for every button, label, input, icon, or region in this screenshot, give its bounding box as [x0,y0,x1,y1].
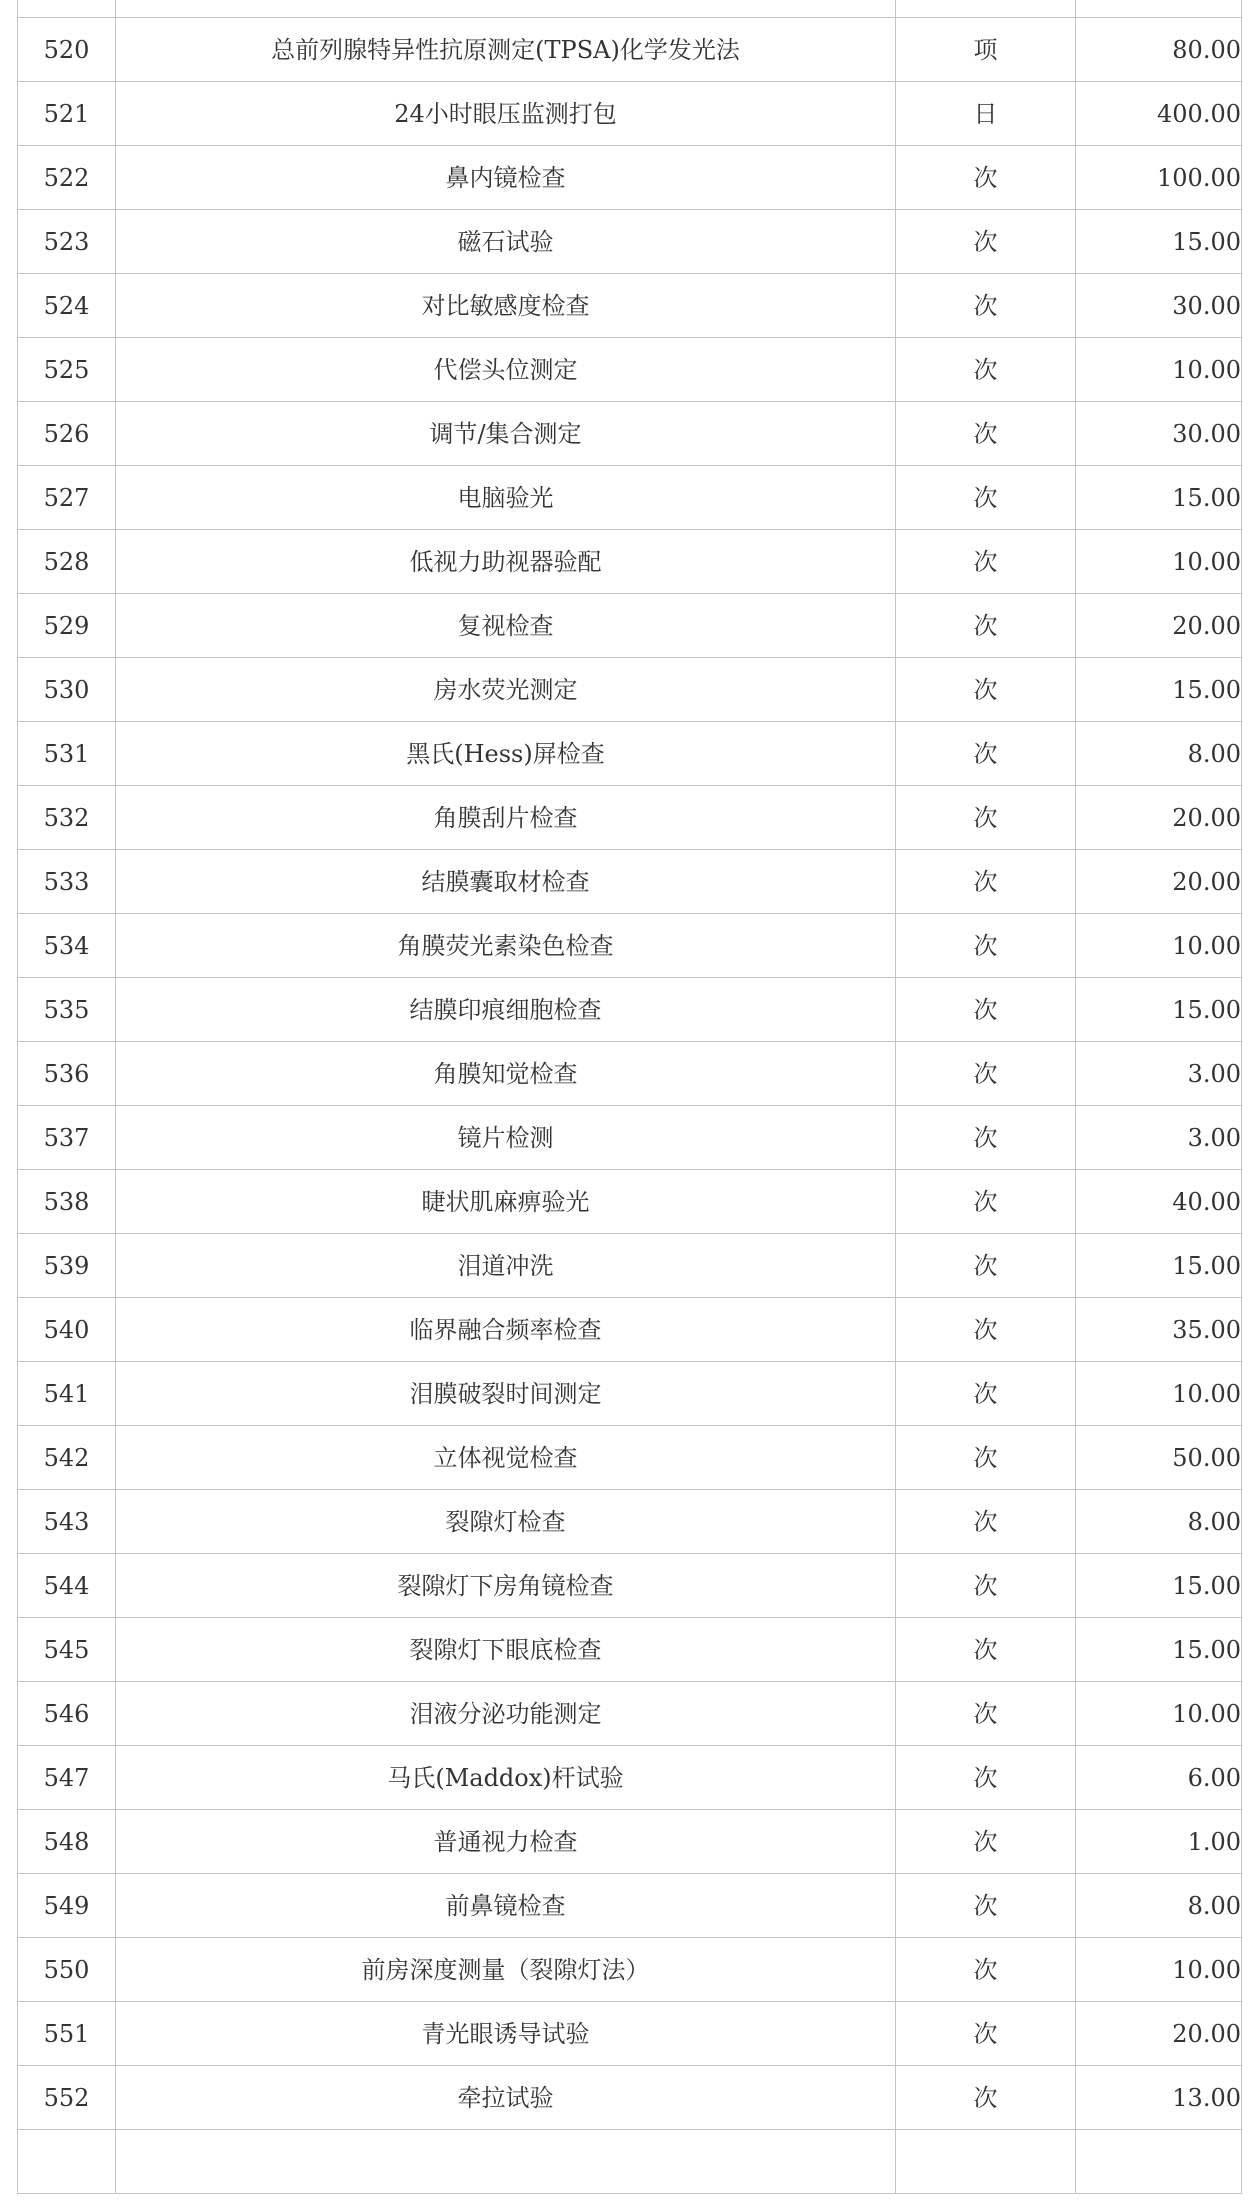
price-table [17,0,1242,2194]
cell-unit: 次 [896,1298,1076,1362]
table-row [18,1234,1242,1298]
table-row [18,658,1242,722]
cell-price: 8.00 [1076,1490,1242,1554]
cell-name: 鼻内镜检查 [116,146,896,210]
cell-price [1076,2130,1242,2194]
table-row [18,1042,1242,1106]
table-row [18,338,1242,402]
table-row [18,82,1242,146]
cell-no: 544 [18,1554,116,1618]
cell-no: 549 [18,1874,116,1938]
cell-name: 黑氏(Hess)屏检查 [116,722,896,786]
cell-price: 10.00 [1076,1362,1242,1426]
cell-name: 角膜刮片检查 [116,786,896,850]
cell-name: 房水荧光测定 [116,658,896,722]
cell-price: 3.00 [1076,1042,1242,1106]
cell-name: 低视力助视器验配 [116,530,896,594]
cell-unit: 次 [896,594,1076,658]
table-row [18,1298,1242,1362]
table-row [18,1682,1242,1746]
cell-unit: 次 [896,2066,1076,2130]
cell-no: 548 [18,1810,116,1874]
cell-unit: 次 [896,1746,1076,1810]
cell-unit: 次 [896,1042,1076,1106]
cell-price: 30.00 [1076,402,1242,466]
cell-price: 13.00 [1076,2066,1242,2130]
cell-price: 10.00 [1076,338,1242,402]
cell-no [18,2130,116,2194]
cell-unit: 次 [896,2002,1076,2066]
cell-unit: 次 [896,658,1076,722]
cell-no: 529 [18,594,116,658]
cell-no: 542 [18,1426,116,1490]
cell-unit: 次 [896,1682,1076,1746]
cell-unit: 次 [896,210,1076,274]
cell-name: 对比敏感度检查 [116,274,896,338]
cell-unit: 项 [896,18,1076,82]
cell-unit: 次 [896,1874,1076,1938]
table-row [18,850,1242,914]
cell-no: 540 [18,1298,116,1362]
price-table-container [17,0,1241,2194]
cell-name: 前鼻镜检查 [116,1874,896,1938]
cell-price: 3.00 [1076,1106,1242,1170]
cell-name: 泪液分泌功能测定 [116,1682,896,1746]
cell-name: 立体视觉检查 [116,1426,896,1490]
cell-no: 531 [18,722,116,786]
cell-price: 15.00 [1076,658,1242,722]
cell-price: 20.00 [1076,594,1242,658]
cell-price: 6.00 [1076,1746,1242,1810]
table-row [18,1618,1242,1682]
cell-unit: 次 [896,1234,1076,1298]
cell-name: 普通视力检查 [116,1810,896,1874]
table-row [18,2130,1242,2194]
cell-name: 磁石试验 [116,210,896,274]
cell-name: 调节/集合测定 [116,402,896,466]
cell-price: 1.00 [1076,1810,1242,1874]
cell-no: 538 [18,1170,116,1234]
cell-unit: 次 [896,1106,1076,1170]
cell-unit: 次 [896,274,1076,338]
table-body [18,0,1242,2194]
cell-name: 镜片检测 [116,1106,896,1170]
cell-unit [896,2130,1076,2194]
cell-name [116,0,896,18]
cell-name: 牵拉试验 [116,2066,896,2130]
cell-no: 534 [18,914,116,978]
cell-name: 泪道冲洗 [116,1234,896,1298]
cell-no: 528 [18,530,116,594]
cell-unit: 次 [896,1618,1076,1682]
cell-name: 结膜印痕细胞检查 [116,978,896,1042]
cell-name [116,2130,896,2194]
cell-price: 30.00 [1076,274,1242,338]
cell-no: 524 [18,274,116,338]
cell-price: 40.00 [1076,1170,1242,1234]
cell-price: 80.00 [1076,18,1242,82]
cell-unit: 次 [896,1554,1076,1618]
cell-name: 裂隙灯下房角镜检查 [116,1554,896,1618]
cell-unit: 次 [896,402,1076,466]
cell-no: 533 [18,850,116,914]
cell-no: 546 [18,1682,116,1746]
cell-price: 400.00 [1076,82,1242,146]
cell-unit [896,0,1076,18]
cell-no: 523 [18,210,116,274]
table-row [18,722,1242,786]
cell-no: 535 [18,978,116,1042]
cell-price: 20.00 [1076,2002,1242,2066]
cell-no: 552 [18,2066,116,2130]
cell-price: 15.00 [1076,978,1242,1042]
table-row [18,1554,1242,1618]
cell-name: 代偿头位测定 [116,338,896,402]
table-row [18,1362,1242,1426]
cell-no [18,0,116,18]
cell-price: 8.00 [1076,722,1242,786]
cell-unit: 次 [896,466,1076,530]
cell-price: 10.00 [1076,914,1242,978]
table-row [18,1938,1242,2002]
table-row [18,0,1242,18]
table-row [18,594,1242,658]
cell-no: 545 [18,1618,116,1682]
table-row [18,2066,1242,2130]
cell-price: 15.00 [1076,1618,1242,1682]
cell-no: 526 [18,402,116,466]
cell-unit: 次 [896,530,1076,594]
cell-price: 20.00 [1076,850,1242,914]
cell-no: 539 [18,1234,116,1298]
cell-no: 550 [18,1938,116,2002]
cell-unit: 次 [896,1810,1076,1874]
cell-unit: 次 [896,1426,1076,1490]
cell-name: 24小时眼压监测打包 [116,82,896,146]
table-row [18,2002,1242,2066]
table-row [18,402,1242,466]
table-row [18,1874,1242,1938]
cell-name: 结膜囊取材检查 [116,850,896,914]
table-row [18,1810,1242,1874]
cell-unit: 次 [896,1170,1076,1234]
cell-price: 10.00 [1076,1938,1242,2002]
cell-no: 537 [18,1106,116,1170]
cell-name: 裂隙灯检查 [116,1490,896,1554]
table-row [18,1426,1242,1490]
cell-price: 15.00 [1076,1554,1242,1618]
cell-unit: 次 [896,978,1076,1042]
cell-unit: 次 [896,338,1076,402]
cell-no: 525 [18,338,116,402]
cell-unit: 次 [896,914,1076,978]
table-row [18,1170,1242,1234]
cell-price: 50.00 [1076,1426,1242,1490]
cell-price [1076,0,1242,18]
cell-no: 543 [18,1490,116,1554]
cell-unit: 次 [896,146,1076,210]
cell-price: 100.00 [1076,146,1242,210]
cell-name: 前房深度测量（裂隙灯法） [116,1938,896,2002]
cell-name: 复视检查 [116,594,896,658]
table-row [18,914,1242,978]
cell-no: 541 [18,1362,116,1426]
cell-unit: 次 [896,722,1076,786]
cell-price: 35.00 [1076,1298,1242,1362]
cell-no: 547 [18,1746,116,1810]
cell-name: 裂隙灯下眼底检查 [116,1618,896,1682]
cell-price: 15.00 [1076,210,1242,274]
cell-price: 10.00 [1076,530,1242,594]
table-row [18,530,1242,594]
table-row [18,466,1242,530]
table-row [18,786,1242,850]
table-row [18,18,1242,82]
cell-unit: 日 [896,82,1076,146]
table-row [18,978,1242,1042]
cell-no: 532 [18,786,116,850]
table-row [18,274,1242,338]
cell-price: 20.00 [1076,786,1242,850]
table-row [18,1490,1242,1554]
cell-price: 8.00 [1076,1874,1242,1938]
cell-no: 527 [18,466,116,530]
cell-no: 520 [18,18,116,82]
cell-name: 角膜知觉检查 [116,1042,896,1106]
cell-unit: 次 [896,1490,1076,1554]
cell-name: 马氏(Maddox)杆试验 [116,1746,896,1810]
cell-name: 泪膜破裂时间测定 [116,1362,896,1426]
cell-no: 530 [18,658,116,722]
cell-no: 521 [18,82,116,146]
cell-no: 551 [18,2002,116,2066]
table-row [18,1746,1242,1810]
cell-name: 总前列腺特异性抗原测定(TPSA)化学发光法 [116,18,896,82]
cell-unit: 次 [896,850,1076,914]
cell-unit: 次 [896,786,1076,850]
cell-price: 10.00 [1076,1682,1242,1746]
cell-name: 青光眼诱导试验 [116,2002,896,2066]
table-row [18,146,1242,210]
cell-price: 15.00 [1076,466,1242,530]
table-row [18,1106,1242,1170]
cell-name: 角膜荧光素染色检查 [116,914,896,978]
table-row [18,210,1242,274]
cell-unit: 次 [896,1362,1076,1426]
cell-no: 522 [18,146,116,210]
cell-name: 电脑验光 [116,466,896,530]
cell-name: 睫状肌麻痹验光 [116,1170,896,1234]
cell-price: 15.00 [1076,1234,1242,1298]
cell-name: 临界融合频率检查 [116,1298,896,1362]
cell-unit: 次 [896,1938,1076,2002]
cell-no: 536 [18,1042,116,1106]
